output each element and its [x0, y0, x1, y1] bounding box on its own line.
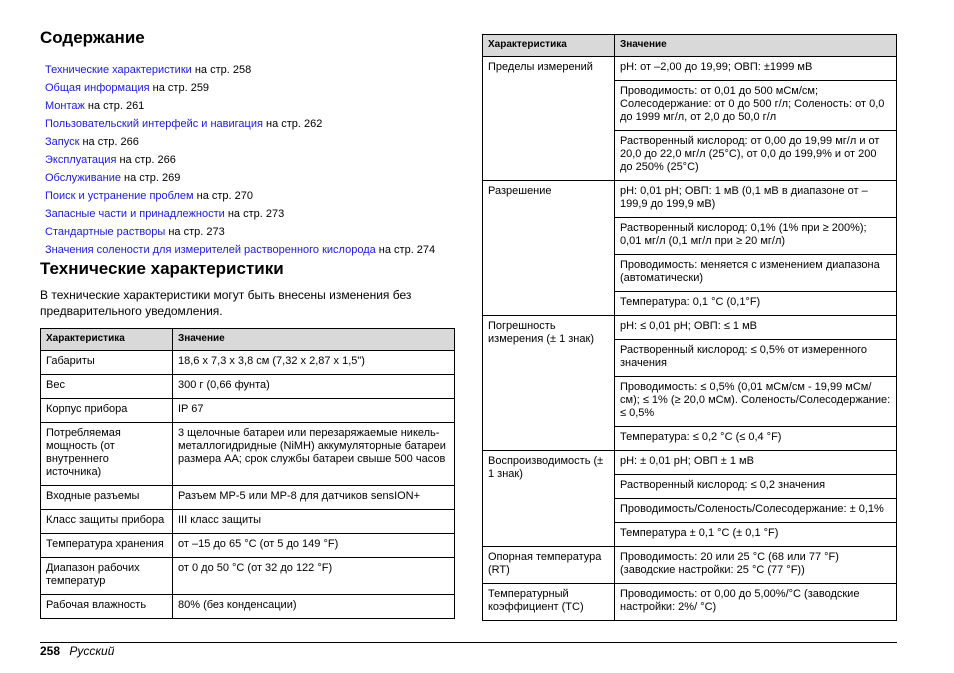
- toc-item: [45, 79, 455, 97]
- table-row: [41, 534, 455, 558]
- table-row: [41, 375, 455, 399]
- toc-page-ref: на стр. 259: [149, 82, 210, 94]
- spec-name: Корпус прибора: [41, 399, 173, 423]
- spec-name: Температурный коэффициент (TC): [483, 584, 615, 621]
- spec-name: Класс защиты прибора: [41, 510, 173, 534]
- spec-value: Проводимость: от 0,00 до 5,00%/°C (заводские настройки: 2%/ °C): [615, 584, 897, 621]
- spec-value: Растворенный кислород: 0,1% (1% при ≥ 200%); 0,01 мг/л (0,1 мг/л при ≥ 20 мг/л): [615, 218, 897, 255]
- spec-value: 300 г (0,66 фунта): [173, 375, 455, 399]
- toc-item: [45, 223, 455, 241]
- toc-link[interactable]: Пользовательский интерфейс и навигация: [45, 118, 263, 130]
- table-row: [41, 558, 455, 595]
- toc-link[interactable]: Стандартные растворы: [45, 226, 166, 238]
- table-row: [483, 57, 897, 81]
- spec-value: Растворенный кислород: ≤ 0,5% от измеренного значения: [615, 340, 897, 377]
- toc-item: [45, 133, 455, 151]
- toc-page-ref: на стр. 266: [79, 136, 139, 148]
- toc-page-ref: на стр. 273: [165, 226, 225, 238]
- toc-link[interactable]: Эксплуатация: [45, 154, 117, 166]
- spec-value: pH: 0,01 pH; ОВП: 1 мВ (0,1 мВ в диапазоне от –199,9 до 199,9 мВ): [615, 181, 897, 218]
- toc-item: [45, 205, 455, 223]
- toc-item: [45, 61, 455, 79]
- contents-title: Содержание: [40, 28, 145, 47]
- measurement-specs-table: [482, 34, 897, 621]
- table-row: [483, 316, 897, 340]
- spec-value: 3 щелочные батареи или перезаряжаемые никель-металлогидридные (NiMH) аккумуляторные батареи размера AA; срок службы батареи свыше 500 часов: [173, 423, 455, 486]
- spec-name: Температура хранения: [41, 534, 173, 558]
- table-row: [41, 351, 455, 375]
- spec-value: pH: ± 0,01 pH; ОВП ± 1 мВ: [615, 451, 897, 475]
- toc-item: [45, 241, 455, 259]
- table-row: [41, 486, 455, 510]
- toc-link[interactable]: Монтаж: [45, 100, 85, 112]
- toc-link[interactable]: Запасные части и принадлежности: [45, 208, 225, 220]
- spec-name: Габариты: [41, 351, 173, 375]
- table-row: [483, 547, 897, 584]
- toc-page-ref: на стр. 273: [224, 208, 285, 220]
- table-row: [483, 451, 897, 475]
- toc-page-ref: на стр. 266: [116, 154, 176, 166]
- spec-value: Разъем MP-5 или MP-8 для датчиков sensION+: [173, 486, 455, 510]
- spec-name: Потребляемая мощность (от внутреннего источника): [41, 423, 173, 486]
- toc-page-ref: на стр. 274: [375, 244, 436, 256]
- spec-value: Проводимость: меняется с изменением диапазона (автоматически): [615, 255, 897, 292]
- toc-item: [45, 169, 455, 187]
- footer-divider: [40, 642, 897, 643]
- spec-name: Диапазон рабочих температур: [41, 558, 173, 595]
- spec-value: III класс защиты: [173, 510, 455, 534]
- spec-value: Проводимость/Соленость/Солесодержание: ± 0,1%: [615, 499, 897, 523]
- page-footer: [40, 644, 114, 658]
- spec-value: 80% (без конденсации): [173, 595, 455, 619]
- header-value: Значение: [173, 329, 455, 351]
- table-row: [41, 399, 455, 423]
- header-characteristic: Характеристика: [483, 35, 615, 57]
- table-header-row: [483, 35, 897, 57]
- page-number: 258: [40, 644, 61, 658]
- footer-language: Русский: [69, 644, 115, 658]
- spec-value: от –15 до 65 °C (от 5 до 149 °F): [173, 534, 455, 558]
- spec-name: Пределы измерений: [483, 57, 615, 181]
- toc-page-ref: на стр. 261: [84, 100, 145, 112]
- spec-value: pH: от –2,00 до 19,99; ОВП: ±1999 мВ: [615, 57, 897, 81]
- spec-name: Опорная температура (RT): [483, 547, 615, 584]
- toc-link[interactable]: Значения солености для измерителей растворенного кислорода: [45, 244, 376, 256]
- spec-value: Температура: 0,1 °C (0,1°F): [615, 292, 897, 316]
- spec-name: Входные разъемы: [41, 486, 173, 510]
- spec-value: Проводимость: ≤ 0,5% (0,01 мСм/см - 19,99 мСм/см); ≤ 1% (≥ 20,0 мСм). Соленость/Солесодержание: ≤ 0,5%: [615, 377, 897, 427]
- table-row: [41, 595, 455, 619]
- toc-link[interactable]: Общая информация: [45, 82, 150, 94]
- spec-name: Погрешность измерения (± 1 знак): [483, 316, 615, 451]
- spec-value: Проводимость: от 0,01 до 500 мСм/см; Солесодержание: от 0 до 500 г/л; Соленость: от 0,0 до 1999 мг/л, от 2,0 до 50,0 г/л: [615, 81, 897, 131]
- general-specs-table: [40, 328, 455, 619]
- spec-value: Температура ± 0,1 °C (± 0,1 °F): [615, 523, 897, 547]
- spec-value: от 0 до 50 °C (от 32 до 122 °F): [173, 558, 455, 595]
- spec-name: Воспроизводимость (± 1 знак): [483, 451, 615, 547]
- spec-value: Растворенный кислород: от 0,00 до 19,99 мг/л и от 20,0 до 22,0 мг/л (25°C), от 0,0 до 199,9% и от 200 до 250% (25°C): [615, 131, 897, 181]
- toc-link[interactable]: Запуск: [45, 136, 80, 148]
- header-characteristic: Характеристика: [41, 329, 173, 351]
- toc-link[interactable]: Технические характеристики: [45, 64, 192, 76]
- spec-value: Растворенный кислород: ≤ 0,2 значения: [615, 475, 897, 499]
- spec-value: Проводимость: 20 или 25 °C (68 или 77 °F) (заводские настройки: 25 °C (77 °F)): [615, 547, 897, 584]
- toc-item: [45, 151, 455, 169]
- table-of-contents: [45, 61, 455, 259]
- table-row: [41, 423, 455, 486]
- toc-item: [45, 115, 455, 133]
- spec-value: Температура: ≤ 0,2 °C (≤ 0,4 °F): [615, 427, 897, 451]
- toc-link[interactable]: Обслуживание: [45, 172, 121, 184]
- toc-item: [45, 97, 455, 115]
- spec-name: Разрешение: [483, 181, 615, 316]
- spec-name: Вес: [41, 375, 173, 399]
- toc-link[interactable]: Поиск и устранение проблем: [45, 190, 194, 202]
- specs-title: Технические характеристики: [40, 259, 284, 278]
- spec-value: pH: ≤ 0,01 pH; ОВП: ≤ 1 мВ: [615, 316, 897, 340]
- toc-page-ref: на стр. 262: [262, 118, 323, 130]
- toc-item: [45, 187, 455, 205]
- right-column: [482, 34, 897, 621]
- table-row: [483, 584, 897, 621]
- spec-value: IP 67: [173, 399, 455, 423]
- toc-page-ref: на стр. 269: [120, 172, 181, 184]
- table-header-row: [41, 329, 455, 351]
- specs-intro: В технические характеристики могут быть внесены изменения без предварительного уведомления.: [40, 288, 412, 318]
- table-row: [483, 181, 897, 218]
- left-column: [40, 28, 455, 619]
- header-value: Значение: [615, 35, 897, 57]
- toc-page-ref: на стр. 258: [191, 64, 252, 76]
- spec-value: 18,6 x 7,3 x 3,8 см (7,32 x 2,87 x 1,5"): [173, 351, 455, 375]
- spec-name: Рабочая влажность: [41, 595, 173, 619]
- toc-page-ref: на стр. 270: [193, 190, 254, 202]
- table-row: [41, 510, 455, 534]
